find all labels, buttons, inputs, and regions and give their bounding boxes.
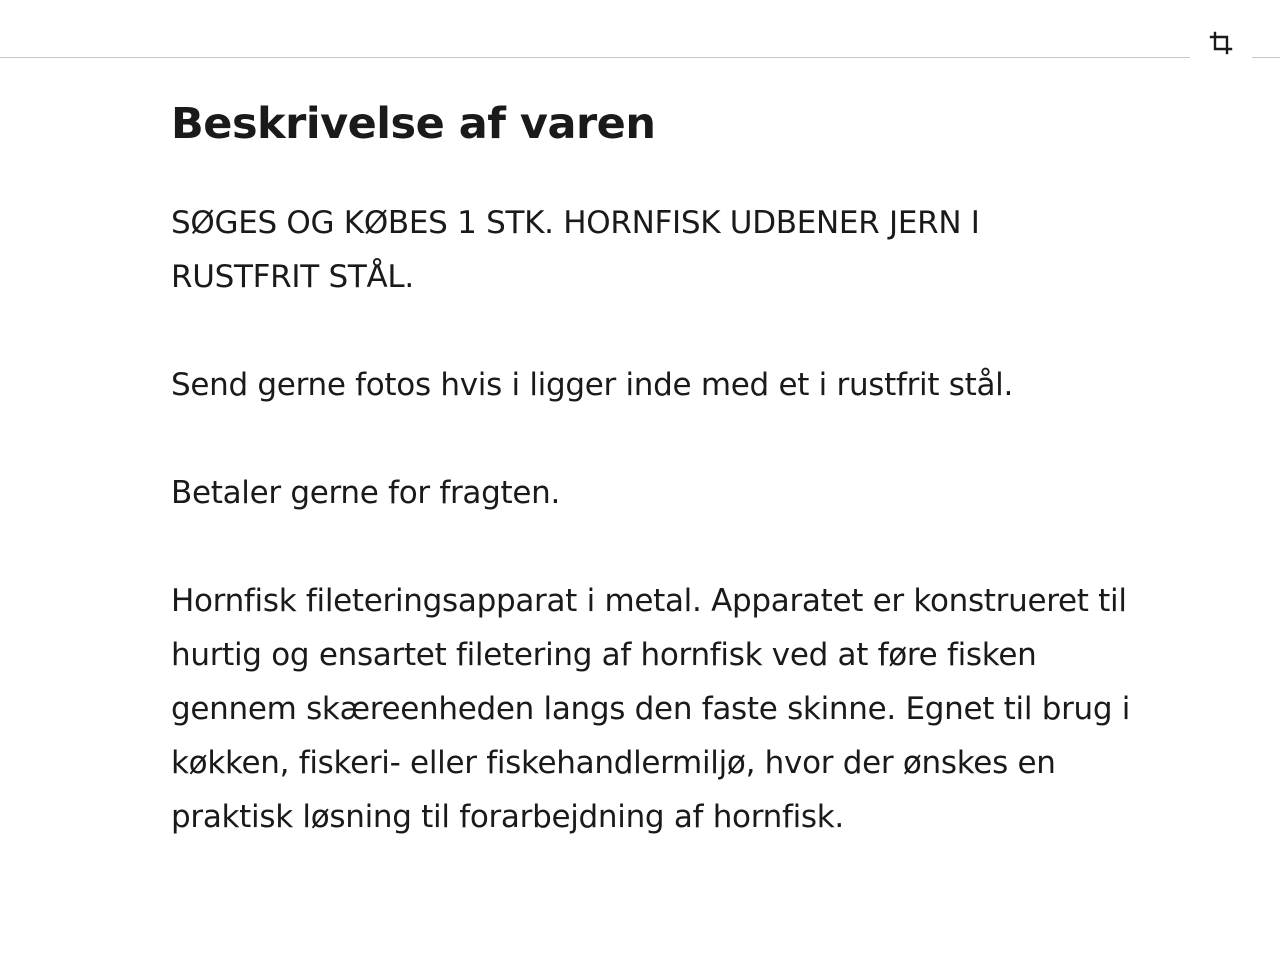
description-paragraph: Hornfisk fileteringsapparat i metal. Apparatet er konstrueret til hurtig og ensartet filetering af hornfisk ved at føre fisken gennem skæreenheden langs den faste skinne. Egnet til brug i køkken, fiskeri- eller fiskehandlermiljø, hvor der ønskes en praktisk løsning til forarbejdning af hornfisk. (171, 583, 1131, 835)
description-paragraph: Send gerne fotos hvis i ligger inde med et i rustfrit stål. (171, 367, 1014, 403)
crop-icon (1209, 31, 1233, 55)
section-title: Beskrivelse af varen (171, 99, 656, 149)
item-description-section (171, 92, 1131, 844)
top-toolbar (0, 0, 1280, 58)
description-paragraph: Betaler gerne for fragten. (171, 475, 561, 511)
description-paragraph: SØGES OG KØBES 1 STK. HORNFISK UDBENER JERN I RUSTFRIT STÅL. (171, 205, 980, 295)
crop-button[interactable] (1190, 22, 1252, 64)
description-body (171, 196, 1131, 844)
